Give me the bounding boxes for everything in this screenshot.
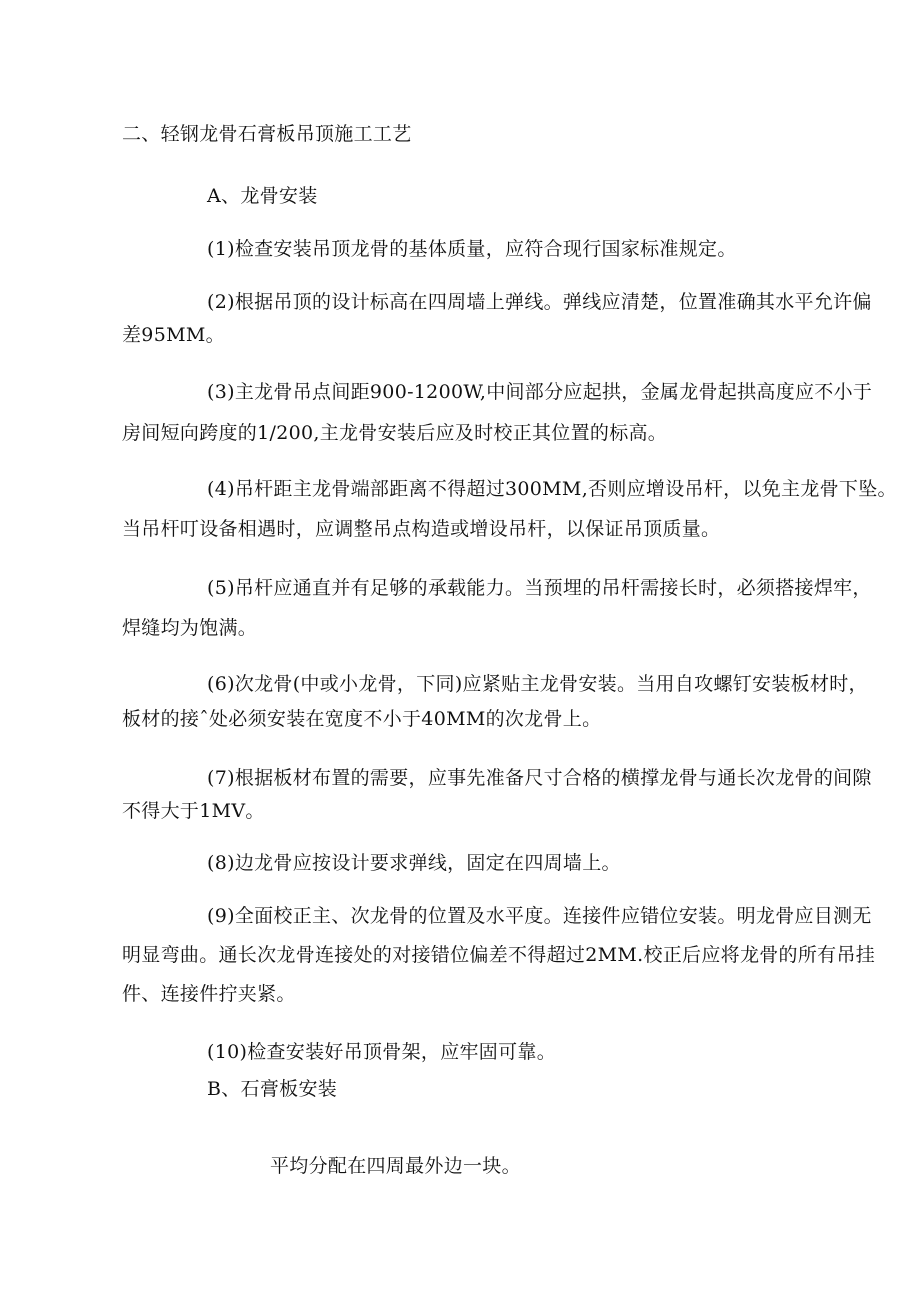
paragraph-3-line-1: (3)主龙骨吊点间距900-1200W,中间部分应起拱，金属龙骨起拱高度应不小于 — [207, 381, 873, 403]
paragraph-3-line-2: 房间短向跨度的1/200,主龙骨安装后应及时校正其位置的标高。 — [122, 422, 668, 444]
paragraph-5-line-2: 焊缝均为饱满。 — [122, 617, 258, 639]
paragraph-7-line-2: 不得大于1MV。 — [122, 800, 265, 822]
paragraph-9-line-1: (9)全面校正主、次龙骨的位置及水平度。连接件应错位安装。明龙骨应目测无 — [207, 905, 872, 927]
paragraph-8: (8)边龙骨应按设计要求弹线，固定在四周墙上。 — [207, 852, 621, 874]
paragraph-1: (1)检查安装吊顶龙骨的基体质量，应符合现行国家标准规定。 — [207, 238, 737, 260]
paragraph-7-line-1: (7)根据板材布置的需要，应事先准备尺寸合格的横撑龙骨与通长次龙骨的间隙 — [207, 767, 872, 789]
paragraph-2-line-2: 差95MM。 — [122, 324, 225, 346]
paragraph-10: (10)检查安装好吊顶骨架，应牢固可靠。 — [207, 1041, 557, 1063]
section-heading-a: A、龙骨安装 — [207, 185, 318, 207]
paragraph-9-line-3: 件、连接件拧夹紧。 — [122, 983, 296, 1005]
paragraph-9-line-2: 明显弯曲。通长次龙骨连接处的对接错位偏差不得超过2MM.校正后应将龙骨的所有吊挂 — [122, 944, 876, 966]
paragraph-5-line-1: (5)吊杆应通直并有足够的承载能力。当预埋的吊杆需接长时，必须搭接焊牢， — [207, 577, 872, 599]
paragraph-2-line-1: (2)根据吊顶的设计标高在四周墙上弹线。弹线应清楚，位置准确其水平允许偏 — [207, 291, 872, 313]
paragraph-6-line-2: 板材的接ˆ处必须安装在宽度不小于40MM的次龙骨上。 — [122, 708, 602, 730]
paragraph-4-line-1: (4)吊杆距主龙骨端部距离不得超过300MM,否则应增设吊杆，以免主龙骨下坠。 — [207, 478, 897, 500]
section-heading-b: B、石膏板安装 — [207, 1078, 338, 1100]
trailing-text: 平均分配在四周最外边一块。 — [270, 1155, 521, 1177]
paragraph-4-line-2: 当吊杆叮设备相遇时，应调整吊点构造或增设吊杆，以保证吊顶质量。 — [122, 518, 721, 540]
document-title: 二、轻钢龙骨石膏板吊顶施工工艺 — [122, 123, 412, 145]
paragraph-6-line-1: (6)次龙骨(中或小龙骨，下同)应紧贴主龙骨安装。当用自攻螺钉安装板材时， — [207, 673, 868, 695]
